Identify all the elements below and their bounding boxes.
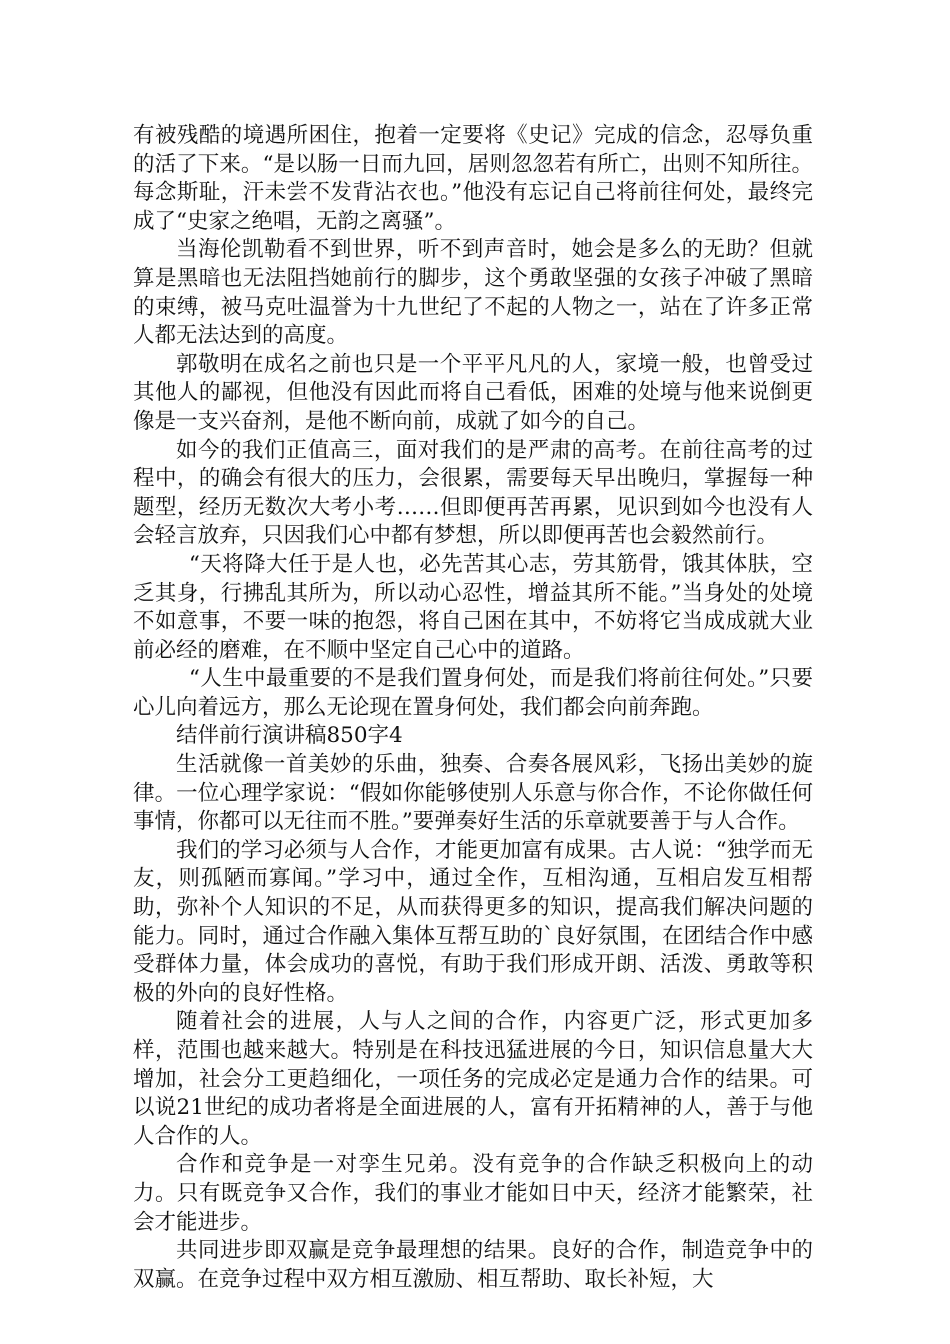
paragraph-social-progress: 随着社会的进展，人与人之间的合作，内容更广泛，形式更加多样，范围也越来越大。特别是在科技迅猛进展的今日，知识信息量大大增加，社会分工更趋细化，一项任务的完成必定是通力合作的结果。可以说21世纪的成功者将是全面进展的人，富有开拓精神的人，善于与他人合作的人。 bbox=[133, 1009, 813, 1149]
paragraph-cooperation-competition: 合作和竞争是一对孪生兄弟。没有竞争的合作缺乏积极向上的动力。只有既竞争又合作，我们的事业才能如日中天，经济才能繁荣，社会才能进步。 bbox=[133, 1152, 813, 1235]
paragraph-win-win: 共同进步即双赢是竞争最理想的结果。良好的合作，制造竞争中的双赢。在竞争过程中双方相互激励、相互帮助、取长补短，大 bbox=[133, 1238, 813, 1292]
document-body bbox=[133, 122, 813, 1294]
section-heading: 结伴前行演讲稿850字4 bbox=[176, 723, 403, 749]
paragraph-life-quote: “人生中最重要的不是我们置身何处，而是我们将前往何处。”只要心儿向着远方，那么无论现在置身何处，我们都会向前奔跑。 bbox=[133, 666, 813, 720]
paragraph-sima-qian: 有被残酷的境遇所困住，抱着一定要将《史记》完成的信念，忍辱负重的活了下来。“是以肠一日而九回，居则忽忽若有所亡，出则不知所往。每念斯耻，汗未尝不发背沾衣也。”他没有忘记自己将前往何处，最终完成了“史家之绝唱，无韵之离骚”。 bbox=[133, 123, 813, 234]
paragraph-life-music: 生活就像一首美妙的乐曲，独奏、合奏各展风彩，飞扬出美妙的旋律。一位心理学家说：“假如你能够使别人乐意与你合作，不论你做任何事情，你都可以无往而不胜。”要弹奏好生活的乐章就要善于与人合作。 bbox=[133, 752, 813, 835]
paragraph-helen-keller: 当海伦凯勒看不到世界，听不到声音时，她会是多么的无助？但就算是黑暗也无法阻挡她前行的脚步，这个勇敢坚强的女孩子冲破了黑暗的束缚，被马克吐温誉为十九世纪了不起的人物之一，站在了许多正常人都无法达到的高度。 bbox=[133, 237, 813, 349]
paragraph-senior-year: 如今的我们正值高三，面对我们的是严肃的高考。在前往高考的过程中，的确会有很大的压力，会很累，需要每天早出晚归，掌握每一种题型，经历无数次大考小考……但即便再苦再累，见识到如今也没有人会轻言放弃，只因我们心中都有梦想，所以即便再苦也会毅然前行。 bbox=[133, 437, 813, 549]
paragraph-study-cooperation: 我们的学习必须与人合作，才能更加富有成果。古人说：“独学而无友，则孤陋而寡闻。”学习中，通过全作，互相沟通，互相启发互相帮助，弥补个人知识的不足，从而获得更多的知识，提高我们解决问题的能力。同时，通过合作融入集体互帮互助的`良好氛围，在团结合作中感受群体力量，体会成功的喜悦，有助于我们形成开朗、活泼、勇敢等积极的外向的良好性格。 bbox=[133, 837, 813, 1006]
paragraph-guo-jingming: 郭敬明在成名之前也只是一个平平凡凡的人，家境一般，也曾受过其他人的鄙视，但他没有因此而将自己看低，困难的处境与他来说倒更像是一支兴奋剂，是他不断向前，成就了如今的自己。 bbox=[133, 351, 813, 434]
paragraph-mencius-quote: “天将降大任于是人也，必先苦其心志，劳其筋骨，饿其体肤，空乏其身，行拂乱其所为，所以动心忍性，增益其所不能。”当身处的处境不如意事，不要一味的抱怨，将自己困在其中，不妨将它当成成就大业前必经的磨难，在不顺中坚定自己心中的道路。 bbox=[133, 551, 813, 663]
